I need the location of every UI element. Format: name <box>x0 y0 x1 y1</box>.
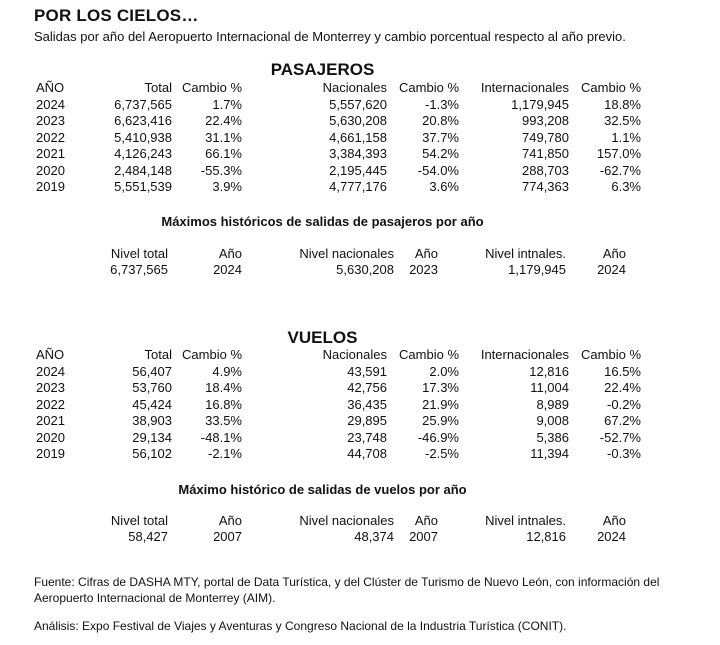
max-value: 2024 <box>597 529 626 544</box>
max-value: 2007 <box>213 529 242 544</box>
table-cell: 5,630,208 <box>329 113 387 128</box>
column-header: Total <box>144 80 172 95</box>
table-cell: 31.1% <box>205 129 242 145</box>
source-note: Fuente: Cifras de DASHA MTY, portal de Data Turística, y del Clúster de Turismo de Nuevo León, con información del Aeropuerto Internacional de Monterrey (AIM). <box>34 575 660 605</box>
year-cell: 2020 <box>36 429 65 445</box>
table-cell: 11,394 <box>530 446 569 461</box>
table-cell: -46.9% <box>417 429 459 445</box>
column-header: Total <box>144 347 172 362</box>
table-cell: 33.5% <box>205 413 242 428</box>
table-cell: 45,424 <box>132 396 172 412</box>
year-cell: 2022 <box>36 396 65 412</box>
column-header: Nacionales <box>322 347 387 362</box>
table-cell: 16.8% <box>205 396 242 412</box>
table-row <box>36 146 641 163</box>
page-subtitle: Salidas por año del Aeropuerto Internacional de Monterrey y cambio porcentual respecto al año previo. <box>34 29 626 44</box>
table-cell: 1,179,945 <box>511 96 569 112</box>
column-header: Cambio % <box>182 347 242 362</box>
column-header: Internacionales <box>480 347 569 362</box>
table-cell: 3.6% <box>429 179 459 194</box>
max-header: Año <box>414 513 438 528</box>
table-row <box>36 430 641 447</box>
year-cell: 2020 <box>36 162 65 178</box>
max-value: 6,737,565 <box>110 262 168 277</box>
section-title-vuelos: VUELOS <box>287 328 358 347</box>
table-cell: 3,384,393 <box>329 146 387 161</box>
max-header-row <box>100 513 626 529</box>
max-value: 2023 <box>409 262 438 277</box>
year-cell: 2019 <box>36 179 65 194</box>
table-cell: 43,591 <box>347 363 387 379</box>
table-cell: 32.5% <box>604 113 641 128</box>
year-cell: 2019 <box>36 446 65 461</box>
table-cell: 3.9% <box>212 179 242 194</box>
table-cell: 67.2% <box>604 413 641 428</box>
table-cell: 1.7% <box>212 96 242 112</box>
table-cell: 4,661,158 <box>329 129 387 145</box>
table-cell: 21.9% <box>422 396 459 412</box>
max-value: 58,427 <box>128 529 168 544</box>
table-cell: 741,850 <box>522 146 569 161</box>
vuelos-max-title: Máximo histórico de salidas de vuelos por año <box>178 482 467 497</box>
max-header: Nivel total <box>110 246 168 261</box>
table-cell: 288,703 <box>522 162 569 178</box>
column-header: Cambio % <box>182 80 242 95</box>
table-cell: 36,435 <box>347 396 387 412</box>
table-row <box>36 130 641 147</box>
table-cell: 9,008 <box>536 413 569 428</box>
column-header: Cambio % <box>581 80 641 95</box>
table-cell: 23,748 <box>347 429 387 445</box>
table-header-row <box>36 347 641 364</box>
table-cell: 8,989 <box>536 396 569 412</box>
pasajeros-max-table <box>100 246 626 278</box>
table-cell: 5,551,539 <box>114 179 172 194</box>
vuelos-max-table <box>100 513 626 545</box>
max-header: Año <box>218 246 242 261</box>
max-header: Año <box>602 513 626 528</box>
max-value: 48,374 <box>354 529 394 544</box>
table-cell: -62.7% <box>599 162 641 178</box>
table-cell: 25.9% <box>422 413 459 428</box>
year-cell: 2024 <box>36 363 65 379</box>
max-value: 12,816 <box>526 529 566 544</box>
year-cell: 2023 <box>36 113 65 128</box>
table-cell: 2,195,445 <box>329 162 387 178</box>
table-cell: 4,126,243 <box>114 146 172 161</box>
table-cell: 29,895 <box>347 413 387 428</box>
table-cell: 2,484,148 <box>114 162 172 178</box>
max-value: 2024 <box>213 262 242 277</box>
max-value: 2024 <box>597 262 626 277</box>
section-title-pasajeros: PASAJEROS <box>270 60 375 79</box>
max-header: Año <box>218 513 242 528</box>
max-header: Nivel nacionales <box>299 513 394 528</box>
year-cell: 2021 <box>36 146 65 161</box>
page-title: POR LOS CIELOS… <box>34 6 199 25</box>
table-cell: -1.3% <box>425 96 459 112</box>
table-cell: 6,623,416 <box>114 113 172 128</box>
table-header-row <box>36 80 641 97</box>
table-cell: 12,816 <box>529 363 569 379</box>
max-header: Año <box>602 246 626 261</box>
table-cell: -2.1% <box>208 446 242 461</box>
max-header: Nivel intnales. <box>485 246 566 261</box>
table-cell: 11,004 <box>530 380 569 395</box>
table-cell: -48.1% <box>200 429 242 445</box>
table-cell: 993,208 <box>522 113 569 128</box>
column-header: Cambio % <box>581 347 641 362</box>
table-row <box>36 179 641 196</box>
table-cell: 56,102 <box>132 446 172 461</box>
table-cell: 42,756 <box>347 380 387 395</box>
column-header: Nacionales <box>322 80 387 95</box>
table-cell: 53,760 <box>132 380 172 395</box>
table-cell: 2.0% <box>429 363 459 379</box>
table-cell: 6,737,565 <box>114 96 172 112</box>
table-cell: 16.5% <box>604 363 641 379</box>
max-header: Nivel nacionales <box>299 246 394 261</box>
table-cell: 1.1% <box>611 129 641 145</box>
table-cell: 20.8% <box>422 113 459 128</box>
table-row <box>36 97 641 114</box>
table-row <box>36 380 641 397</box>
table-cell: -2.5% <box>425 446 459 461</box>
max-value: 1,179,945 <box>508 262 566 277</box>
table-cell: 22.4% <box>205 113 242 128</box>
table-cell: -0.2% <box>607 396 641 412</box>
year-cell: 2024 <box>36 96 65 112</box>
max-value-row <box>100 529 626 545</box>
table-cell: 22.4% <box>604 380 641 395</box>
table-cell: 66.1% <box>205 146 242 161</box>
pasajeros-max-title: Máximos históricos de salidas de pasajeros por año <box>161 214 484 229</box>
table-row <box>36 163 641 180</box>
column-header: AÑO <box>36 347 65 362</box>
year-cell: 2023 <box>36 380 65 395</box>
column-header: Internacionales <box>480 80 569 95</box>
pasajeros-table <box>36 80 641 196</box>
table-row <box>36 446 641 463</box>
table-row <box>36 413 641 430</box>
table-cell: -0.3% <box>607 446 641 461</box>
table-cell: -55.3% <box>200 162 242 178</box>
year-cell: 2021 <box>36 413 65 428</box>
table-cell: 6.3% <box>611 179 641 194</box>
table-row <box>36 397 641 414</box>
max-value-row <box>100 262 626 278</box>
table-cell: 774,363 <box>522 179 569 194</box>
table-row <box>36 113 641 130</box>
table-cell: -54.0% <box>417 162 459 178</box>
column-header: Cambio % <box>399 80 459 95</box>
max-value: 2007 <box>409 529 438 544</box>
max-header: Año <box>414 246 438 261</box>
table-cell: 18.8% <box>604 96 641 112</box>
table-cell: 29,134 <box>132 429 172 445</box>
table-cell: 54.2% <box>422 146 459 161</box>
table-cell: 56,407 <box>132 363 172 379</box>
table-cell: 44,708 <box>347 446 387 461</box>
table-cell: 37.7% <box>422 129 459 145</box>
table-cell: 5,410,938 <box>114 129 172 145</box>
year-cell: 2022 <box>36 129 65 145</box>
table-cell: 157.0% <box>596 146 641 161</box>
table-cell: 4,777,176 <box>329 179 387 194</box>
table-cell: 17.3% <box>422 380 459 395</box>
max-header: Nivel intnales. <box>485 513 566 528</box>
max-header-row <box>100 246 626 262</box>
max-value: 5,630,208 <box>336 262 394 277</box>
table-cell: 749,780 <box>522 129 569 145</box>
column-header: AÑO <box>36 80 65 95</box>
max-header: Nivel total <box>110 513 168 528</box>
table-cell: 4.9% <box>212 363 242 379</box>
table-cell: 5,557,620 <box>329 96 387 112</box>
column-header: Cambio % <box>399 347 459 362</box>
analysis-note: Análisis: Expo Festival de Viajes y Aventuras y Congreso Nacional de la Industria Turística (CONIT). <box>34 619 567 633</box>
table-cell: -52.7% <box>599 429 641 445</box>
table-row <box>36 364 641 381</box>
vuelos-table <box>36 347 641 463</box>
table-cell: 18.4% <box>205 380 242 395</box>
table-cell: 5,386 <box>536 429 569 445</box>
table-cell: 38,903 <box>132 413 172 428</box>
